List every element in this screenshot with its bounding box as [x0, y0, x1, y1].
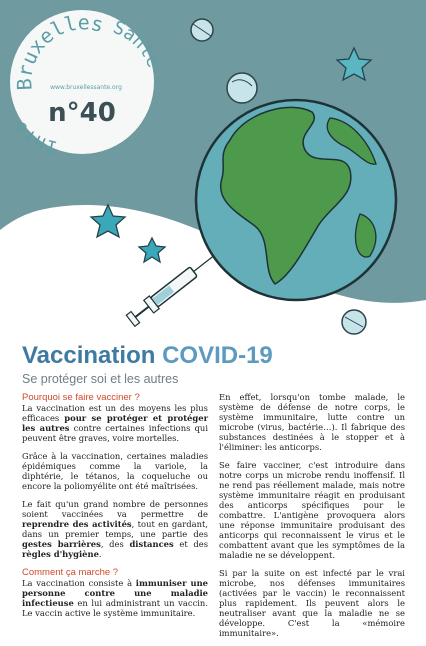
paragraph: Se faire vacciner, c'est introduire dans notre corps un microbe rendu inoffensif. Il ne rend pas réellement malade, mais notre système immunitaire réagit en produisant des anticorps spécifiques pour le combattre. L'antigène provoquera alors une réponse immunitaire produisant des anticorps qui reconnaissent le virus et le combattent avant que les symptômes de la maladie ne se développent. — [219, 460, 405, 560]
earth-globe-icon — [196, 100, 396, 300]
heading-why-vaccinate: Pourquoi se faire vacciner ? — [22, 392, 140, 403]
masthead-stamp — [8, 8, 156, 156]
paragraph: En effet, lorsqu'on tombe malade, le système de défense de notre corps, le système immunitaire, lutte contre un microbe (virus, bactérie…). Il fabrique des substances destinées à le stopper et à l'éliminer: les anticorps. — [219, 392, 405, 452]
star-icon — [139, 238, 165, 262]
masthead-word-bruxelles: Bruxelles — [12, 10, 106, 91]
paragraph: La vaccination consiste à immuniser une personne contre une maladie infectieuse en lui administrant un vaccin. Le vaccin active le système immunitaire. — [22, 578, 208, 618]
heading-how-it-works: Comment ça marche ? — [22, 567, 119, 578]
small-planet-icon — [342, 310, 366, 334]
masthead-circle — [8, 8, 156, 156]
small-planet-icon — [227, 73, 257, 103]
syringe-icon — [126, 249, 219, 327]
star-icon — [91, 205, 125, 237]
title-covid: COVID-19 — [162, 342, 273, 369]
article-subtitle: Se protéger soi et les autres — [22, 372, 179, 386]
issue-number: n°40 — [48, 98, 116, 128]
left-column — [22, 392, 208, 626]
masthead-website: www.bruxellessante.org — [50, 84, 122, 91]
article-header — [22, 342, 412, 386]
small-planet-icon — [191, 19, 213, 41]
right-column — [219, 392, 405, 646]
paragraph: La vaccination est un des moyens les plus efficaces pour se protéger et protéger les autres contre certaines infections qui peuvent être graves, voire mortelles. — [22, 403, 209, 443]
masthead-word-info: Info — [9, 116, 60, 156]
paragraph: Si par la suite on est infecté par le vrai microbe, nos défenses immunitaires (activées par le vaccin) le reconnaissent plus rapidement. Ils peuvent alors le neutraliser avant que la maladie ne se développe. C'est la «mémoire immunitaire». — [219, 568, 405, 638]
paragraph: Le fait qu'un grand nombre de personnes soient vaccinées va permettre de reprendre des activités, tout en gardant, dans un premier temps, une partie des gestes barrières, des distances et des règles d'hygiène. — [22, 499, 208, 559]
article-title — [22, 342, 412, 370]
paragraph: Grâce à la vaccination, certaines maladies épidémiques comme la variole, la diphtérie, le tétanos, la coqueluche ou encore la poliomyélite ont été maîtrisées. — [22, 451, 208, 491]
masthead-word-sante: Sant — [110, 16, 156, 62]
title-vaccination: Vaccination — [22, 342, 156, 369]
